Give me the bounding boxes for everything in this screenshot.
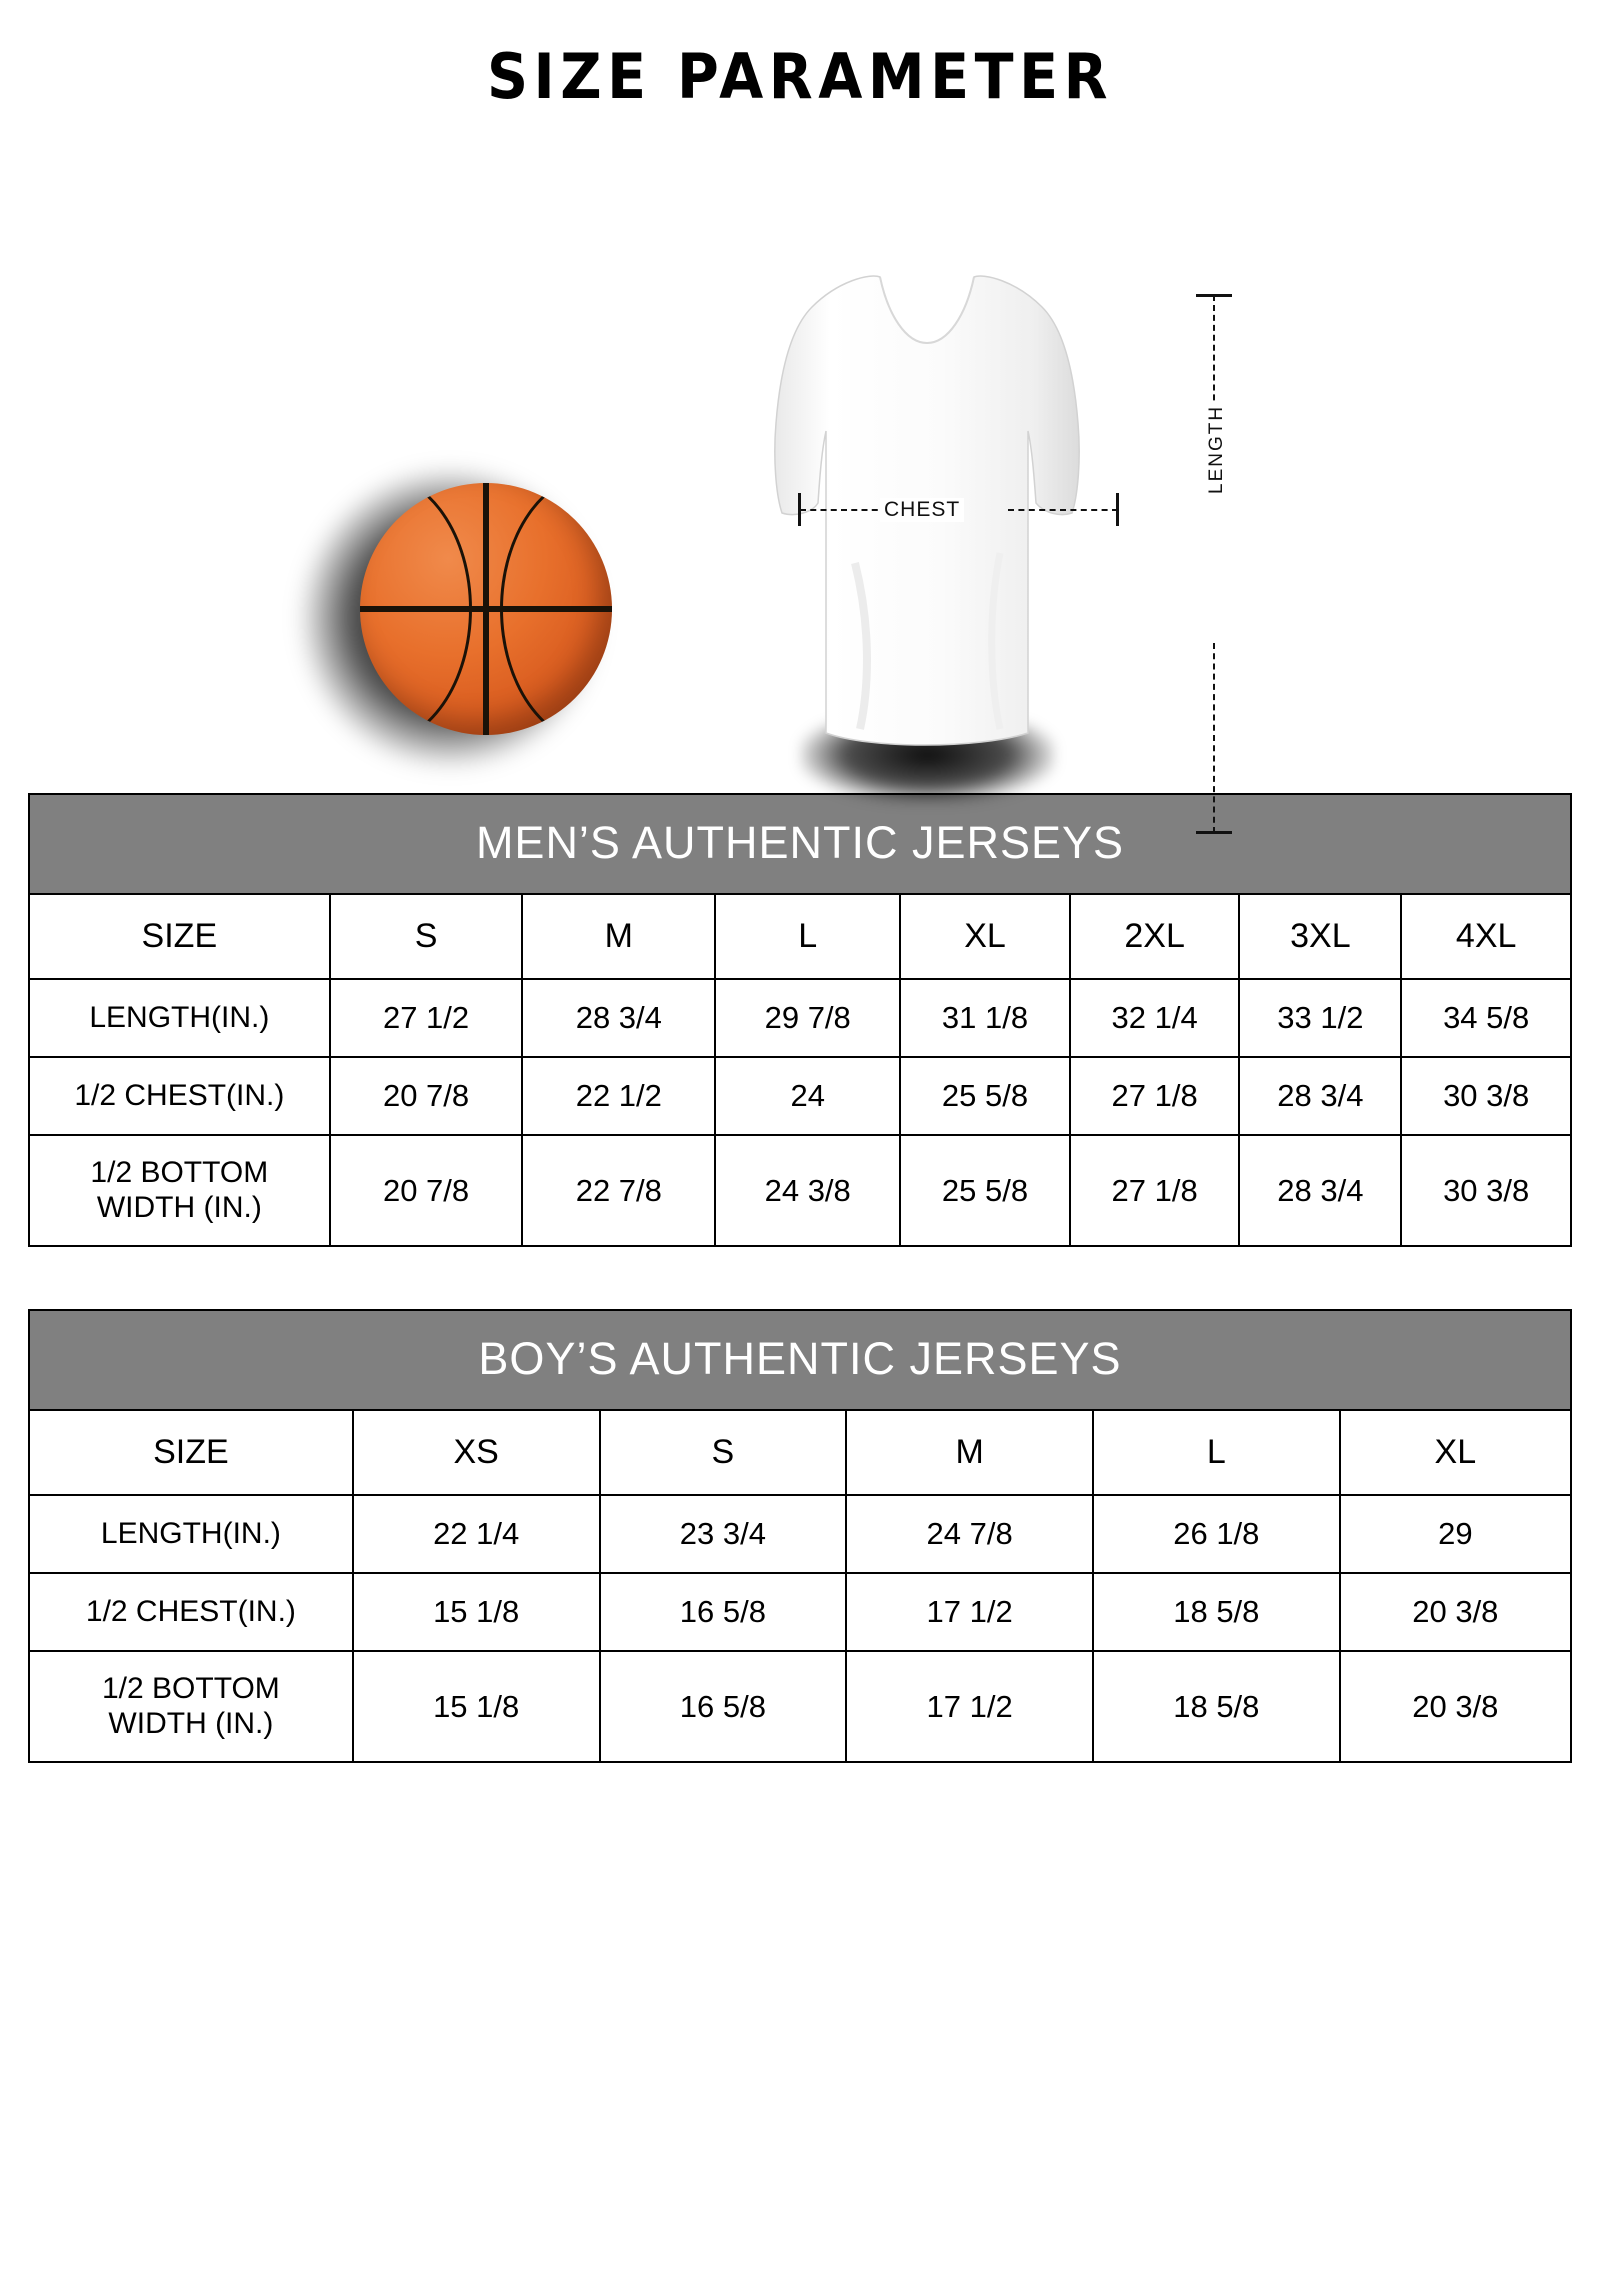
table-row — [29, 1057, 1571, 1135]
cell-chest-s: 20 7/8 — [330, 1057, 523, 1135]
mens-table-header: MEN’S AUTHENTIC JERSEYS — [28, 793, 1572, 893]
boys-cell-length-m: 24 7/8 — [846, 1495, 1093, 1573]
boys-column-header-xs: XS — [353, 1410, 600, 1495]
boys-cell-chest-s: 16 5/8 — [600, 1573, 847, 1651]
cell-length-m: 28 3/4 — [522, 979, 715, 1057]
boys-cell-chest-m: 17 1/2 — [846, 1573, 1093, 1651]
cell-bottom-xl: 25 5/8 — [900, 1135, 1070, 1246]
boys-column-header-xl: XL — [1340, 1410, 1571, 1495]
boys-size-table — [28, 1409, 1572, 1763]
boys-row-label-line2: WIDTH (IN.) — [108, 1706, 274, 1740]
illustration-area — [0, 113, 1600, 793]
basketball-graphic — [360, 483, 612, 735]
size-chart-page — [0, 40, 1600, 2273]
boys-column-header-m: M — [846, 1410, 1093, 1495]
length-tick-top — [1196, 294, 1232, 297]
basketball-seam-left — [360, 483, 472, 735]
mens-table-block — [28, 793, 1572, 1247]
cell-length-2xl: 32 1/4 — [1070, 979, 1240, 1057]
cell-bottom-4xl: 30 3/8 — [1401, 1135, 1571, 1246]
cell-bottom-l: 24 3/8 — [715, 1135, 900, 1246]
table-row — [29, 1495, 1571, 1573]
cell-chest-m: 22 1/2 — [522, 1057, 715, 1135]
boys-cell-bottom-s: 16 5/8 — [600, 1651, 847, 1762]
cell-chest-3xl: 28 3/4 — [1239, 1057, 1401, 1135]
cell-bottom-3xl: 28 3/4 — [1239, 1135, 1401, 1246]
table-row — [29, 1135, 1571, 1246]
boys-cell-bottom-m: 17 1/2 — [846, 1651, 1093, 1762]
cell-length-xl: 31 1/8 — [900, 979, 1070, 1057]
length-tick-bottom — [1196, 831, 1232, 834]
boys-cell-length-l: 26 1/8 — [1093, 1495, 1340, 1573]
row-label-line2: WIDTH (IN.) — [96, 1190, 262, 1224]
table-row — [29, 1573, 1571, 1651]
row-label-length: LENGTH(IN.) — [29, 979, 330, 1057]
boys-row-label-half-chest: 1/2 CHEST(IN.) — [29, 1573, 353, 1651]
page-title: SIZE PARAMETER — [486, 40, 1114, 113]
column-header-4xl: 4XL — [1401, 894, 1571, 979]
column-header-l: L — [715, 894, 900, 979]
basketball-seam-right — [500, 483, 612, 735]
table-row — [29, 979, 1571, 1057]
cell-length-s: 27 1/2 — [330, 979, 523, 1057]
cell-chest-l: 24 — [715, 1057, 900, 1135]
boys-cell-chest-xs: 15 1/8 — [353, 1573, 600, 1651]
cell-length-4xl: 34 5/8 — [1401, 979, 1571, 1057]
column-header-size: SIZE — [29, 894, 330, 979]
chest-dash-left — [800, 509, 888, 511]
column-header-s: S — [330, 894, 523, 979]
boys-cell-chest-xl: 20 3/8 — [1340, 1573, 1571, 1651]
chest-tick-right — [1116, 493, 1119, 526]
chest-dash-right — [1008, 509, 1118, 511]
boys-table-header: BOY’S AUTHENTIC JERSEYS — [28, 1309, 1572, 1409]
length-label: LENGTH — [1206, 401, 1228, 498]
row-label-line1: 1/2 BOTTOM — [90, 1156, 269, 1189]
cell-bottom-s: 20 7/8 — [330, 1135, 523, 1246]
column-header-m: M — [522, 894, 715, 979]
column-header-2xl: 2XL — [1070, 894, 1240, 979]
row-label-half-chest: 1/2 CHEST(IN.) — [29, 1057, 330, 1135]
boys-column-header-l: L — [1093, 1410, 1340, 1495]
cell-chest-4xl: 30 3/8 — [1401, 1057, 1571, 1135]
table-row — [29, 894, 1571, 979]
boys-column-header-size: SIZE — [29, 1410, 353, 1495]
chest-label: CHEST — [880, 498, 964, 522]
boys-cell-chest-l: 18 5/8 — [1093, 1573, 1340, 1651]
length-dash-bottom — [1213, 643, 1215, 833]
column-header-xl: XL — [900, 894, 1070, 979]
jersey-graphic — [760, 263, 1100, 823]
cell-chest-xl: 25 5/8 — [900, 1057, 1070, 1135]
mens-size-table — [28, 893, 1572, 1247]
boys-table-block — [28, 1309, 1572, 1763]
table-row — [29, 1410, 1571, 1495]
cell-chest-2xl: 27 1/8 — [1070, 1057, 1240, 1135]
cell-bottom-m: 22 7/8 — [522, 1135, 715, 1246]
boys-cell-bottom-l: 18 5/8 — [1093, 1651, 1340, 1762]
boys-cell-length-xl: 29 — [1340, 1495, 1571, 1573]
boys-row-label-half-bottom-width — [29, 1651, 353, 1762]
boys-cell-length-s: 23 3/4 — [600, 1495, 847, 1573]
row-label-half-bottom-width — [29, 1135, 330, 1246]
basketball-icon — [300, 458, 620, 778]
boys-cell-length-xs: 22 1/4 — [353, 1495, 600, 1573]
table-row — [29, 1651, 1571, 1762]
boys-row-label-length: LENGTH(IN.) — [29, 1495, 353, 1573]
cell-length-l: 29 7/8 — [715, 979, 900, 1057]
column-header-3xl: 3XL — [1239, 894, 1401, 979]
boys-cell-bottom-xs: 15 1/8 — [353, 1651, 600, 1762]
jersey-icon — [760, 263, 1100, 823]
cell-bottom-2xl: 27 1/8 — [1070, 1135, 1240, 1246]
cell-length-3xl: 33 1/2 — [1239, 979, 1401, 1057]
boys-column-header-s: S — [600, 1410, 847, 1495]
boys-row-label-line1: 1/2 BOTTOM — [101, 1672, 280, 1705]
boys-cell-bottom-xl: 20 3/8 — [1340, 1651, 1571, 1762]
chest-tick-left — [798, 493, 801, 526]
table-spacer — [0, 1247, 1600, 1309]
